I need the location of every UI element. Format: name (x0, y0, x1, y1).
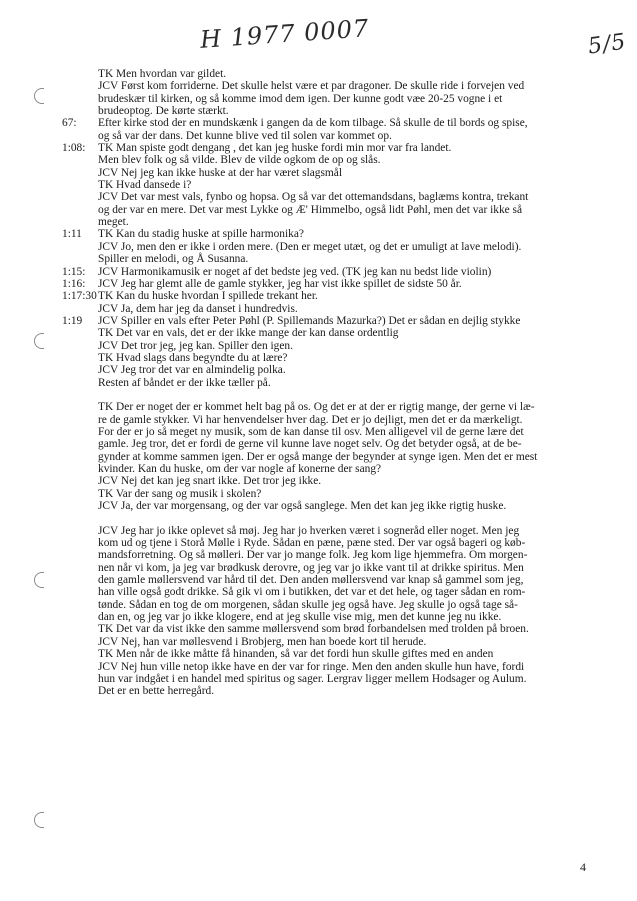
transcript-line (62, 414, 602, 426)
line-text: nen når vi kom, ja jeg var brødkusk derovre, og jeg var jo ikke vant til at drikke spiritus. Men (98, 561, 524, 574)
transcript-line (62, 438, 602, 450)
line-text: For der er jo så meget ny musik, som de kan danse til osv. Men alligevel vil de gerne lære det (98, 425, 524, 438)
transcript-line (62, 315, 602, 327)
line-text: gynder at komme sammen igen. Der er også mange der begynder at synge igen. Men det er mest (98, 450, 538, 463)
transcript-line (62, 93, 602, 105)
line-text: JCV Ja, der var morgensang, og der var også sanglege. Men det kan jeg ikke rigtig huske. (98, 500, 507, 513)
transcript-line (62, 463, 602, 475)
line-text: brudeoptog. De kørte stærkt. (98, 105, 229, 118)
transcript-line (62, 80, 602, 92)
transcript-line (62, 377, 602, 389)
archive-id: H 1977 0007 (199, 14, 371, 54)
transcript-line (62, 154, 602, 166)
line-text: JCV Det var mest vals, fynbo og hopsa. Og så var det ottemandsdans, baglæms kontra, trekant (98, 191, 529, 204)
timestamp-marker: 1:15: (62, 265, 86, 278)
line-text: tønde. Sådan en tog de om morgenen, sådan skulle jeg også have. Jeg skulle jo også tage så- (98, 598, 518, 611)
transcript-line (62, 68, 602, 80)
transcript-line (62, 525, 602, 537)
line-text: kvinder. Kan du huske, om der var nogle af konerne der sang? (98, 463, 382, 475)
transcript-line (62, 673, 602, 685)
transcript-line (62, 327, 602, 339)
punch-hole (34, 88, 44, 104)
transcript-line (62, 228, 602, 240)
line-text: JCV Nej hun ville netop ikke have en der var for ringe. Men den anden skulle hun have, fordi (98, 660, 525, 673)
transcript-line (62, 179, 602, 191)
line-text: hun var indgået i en handel med spiritus og sager. Lergrav ligger mellem Hodsager og Aulum. (98, 672, 527, 685)
paragraph-gap (62, 389, 602, 401)
line-text: gamle. Jeg tror, det er fordi de gerne vil kunne lave noget selv. Og det betyder også, at de be- (98, 438, 522, 451)
line-text: TK Men hvordan var gildet. (98, 68, 227, 80)
transcript-line (62, 426, 602, 438)
punch-hole (34, 572, 44, 588)
line-text: JCV Nej, han var møllesvend i Brobjerg, men han boede kort til herude. (98, 635, 427, 648)
line-text: TK Hvad slags dans begyndte du at lære? (98, 351, 288, 364)
line-text: TK Kan du stadig huske at spille harmonika? (98, 228, 304, 241)
line-text: JCV Nej jeg kan ikke huske at der har været slagsmål (98, 166, 342, 179)
line-text: Resten af båndet er der ikke tæller på. (98, 376, 271, 389)
page-fraction: 5/5 (586, 29, 628, 60)
line-text: kom ud og tjene i Storå Mølle i Ryde. Sådan en pæne, pæne sted. Der var også bageri og køb- (98, 537, 526, 550)
punch-hole (34, 812, 44, 828)
line-text: TK Hvad dansede i? (98, 179, 192, 192)
timestamp-marker: 67: (62, 117, 77, 130)
transcript-line (62, 451, 602, 463)
transcript-line (62, 142, 602, 154)
line-text: meget. (98, 216, 129, 229)
transcript-line (62, 636, 602, 648)
transcript-line (62, 352, 602, 364)
line-text: TK Det var da vist ikke den samme møllersvend som brød forbandelsen med trolden på broen. (98, 623, 529, 636)
line-text: JCV Først kom forriderne. Det skulle helst være et par dragoner. De skulle ride i forvejen ved (98, 80, 525, 93)
line-text: TK Var der sang og musik i skolen? (98, 487, 262, 500)
line-text: mandsforretning. Og så mølleri. Der var jo mange folk. Jeg kom lige hjemmefra. Om morgen- (98, 549, 528, 562)
transcript-line (62, 204, 602, 216)
line-text: TK Der er noget der er kommet helt bag på os. Og det er at der er rigtig mange, der gerne vi læ- (98, 401, 535, 414)
transcript-line (62, 611, 602, 623)
transcript-line (62, 661, 602, 673)
line-text: brudeskær til kirken, og så komme imod dem igen. Der kunne godt væe 20-25 vogne i et (98, 92, 503, 105)
punch-hole (34, 333, 44, 349)
transcript-line (62, 488, 602, 500)
line-text: Spiller en melodi, og Å Susanna. (98, 253, 249, 266)
transcript-line (62, 401, 602, 413)
line-text: og der var en mere. Det var mest Lykke og Æ' Himmelbo, også lidt Pøhl, men det var ikke så (98, 203, 523, 216)
line-text: han ville også godt drikke. Så gik vi om i butikken, det var et det hele, og tager sådan en rom- (98, 586, 526, 599)
line-text: re de gamle stykker. Vi har henvendelser hver dag. Det er jo dejligt, men det er da mærkeligt. (98, 413, 523, 426)
transcript-line (62, 500, 602, 512)
line-text: og så var der dans. Det kunne blive ved til solen var kommet op. (98, 129, 392, 142)
transcript-line (62, 253, 602, 265)
line-text: dan en, og jeg var jo ikke klogere, end at jeg skulle vise mig, men det kunne jeg nu ikke. (98, 611, 502, 624)
line-text: TK Men når de ikke måtte få hinanden, så var det fordi hun skulle giftes med en anden (98, 648, 494, 661)
line-text: TK Man spiste godt dengang , det kan jeg huske fordi min mor var fra landet. (98, 142, 452, 155)
transcript-line (62, 549, 602, 561)
transcript-line (62, 191, 602, 203)
transcript-line (62, 266, 602, 278)
line-text: JCV Nej det kan jeg snart ikke. Det tror jeg ikke. (98, 475, 322, 488)
transcript-line (62, 290, 602, 302)
transcript-line (62, 241, 602, 253)
line-text: Men blev folk og så vilde. Blev de vilde ogkom de op og slås. (98, 154, 381, 167)
transcript-line (62, 340, 602, 352)
line-text: JCV Det tror jeg, jeg kan. Spiller den igen. (98, 339, 293, 352)
transcript-line (62, 130, 602, 142)
timestamp-marker: 1:16: (62, 277, 86, 290)
line-text: JCV Harmonikamusik er noget af det bedste jeg ved. (TK jeg kan nu bedst lide violin) (98, 265, 492, 278)
timestamp-marker: 1:17:30 (62, 290, 97, 303)
transcript-line (62, 278, 602, 290)
timestamp-marker: 1:19 (62, 314, 83, 327)
transcript-line (62, 623, 602, 635)
transcript-line (62, 586, 602, 598)
timestamp-marker: 1:08: (62, 142, 86, 155)
transcript-line (62, 562, 602, 574)
transcript-line (62, 167, 602, 179)
timestamp-marker: 1:11 (62, 228, 82, 241)
transcript-line (62, 303, 602, 315)
line-text: JCV Jo, men den er ikke i orden mere. (Den er meget utæt, og det er umuligt at lave melodi). (98, 240, 522, 253)
transcript-line (62, 685, 602, 697)
transcript-line (62, 574, 602, 586)
transcript-line (62, 364, 602, 376)
line-text: TK Det var en vals, det er der ikke mange der kan danse ordentlig (98, 327, 399, 340)
line-text: JCV Jeg har jo ikke oplevet så møj. Jeg har jo hverken været i sogneråd eller noget. Men jeg (98, 524, 520, 537)
line-text: JCV Jeg tror det var en almindelig polka. (98, 364, 286, 377)
line-text: JCV Ja, dem har jeg da danset i hundredvis. (98, 302, 298, 315)
transcript-line (62, 648, 602, 660)
line-text: TK Kan du huske hvordan I spillede trekant her. (98, 290, 318, 303)
transcript-line (62, 599, 602, 611)
transcript-line (62, 117, 602, 129)
page-number: 4 (580, 860, 586, 874)
transcript-body (62, 68, 602, 698)
transcript-line (62, 537, 602, 549)
transcript-line (62, 475, 602, 487)
line-text: Efter kirke stod der en mundskænk i gangen da de kom tilbage. Så skulle de til bords og spise, (98, 117, 528, 130)
line-text: Det er en bette herregård. (98, 685, 215, 698)
paragraph-gap (62, 512, 602, 524)
transcript-line (62, 105, 602, 117)
line-text: den gamle møllersvend var hård til det. Den anden møllersvend var knap så gammel som jeg, (98, 574, 524, 587)
transcript-line (62, 216, 602, 228)
line-text: JCV Jeg har glemt alle de gamle stykker, jeg har vist ikke spillet de sidste 50 år. (98, 277, 462, 290)
line-text: JCV Spiller en vals efter Peter Pøhl (P. Spillemands Mazurka?) Det er sådan en dejlig stykke (98, 314, 521, 327)
